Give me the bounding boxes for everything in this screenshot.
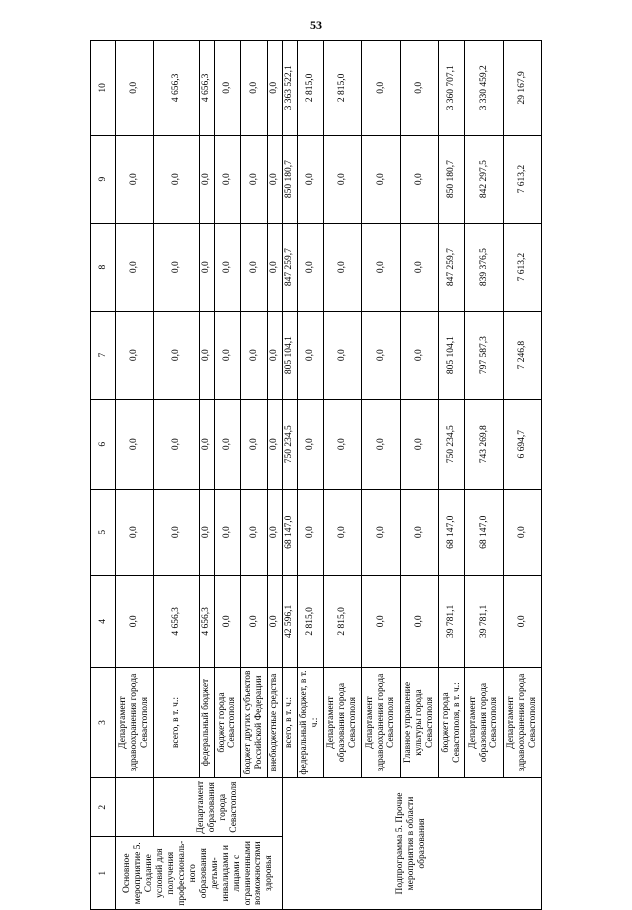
- value-cell: 0,0: [267, 489, 282, 575]
- value-cell: 0,0: [241, 489, 268, 575]
- funding-source-cell: федеральный бюджет, в т. ч.:: [297, 668, 324, 778]
- value-cell: 847 259,7: [282, 223, 297, 311]
- value-cell: 797 587,3: [465, 311, 503, 399]
- value-cell: 0,0: [362, 41, 400, 136]
- value-cell: 0,0: [297, 489, 324, 575]
- funding-source-cell: внебюджетные средства: [267, 668, 282, 778]
- header-cell: 3: [91, 668, 116, 778]
- value-cell: 4 656,3: [154, 575, 200, 667]
- header-cell: 4: [91, 575, 116, 667]
- value-cell: 0,0: [116, 223, 154, 311]
- funding-source-cell: Департамент образования города Севастополя: [324, 668, 362, 778]
- value-cell: 68 147,0: [465, 489, 503, 575]
- funding-source-cell: бюджет города Севастополя: [214, 668, 241, 778]
- value-cell: 0,0: [214, 399, 241, 489]
- value-cell: 2 815,0: [324, 41, 362, 136]
- funding-source-cell: федеральный бюджет: [199, 668, 214, 778]
- value-cell: 2 815,0: [324, 575, 362, 667]
- value-cell: 0,0: [214, 135, 241, 223]
- value-cell: 0,0: [116, 399, 154, 489]
- value-cell: 0,0: [503, 575, 541, 667]
- value-cell: 0,0: [362, 223, 400, 311]
- budget-table-rotated: [90, 40, 542, 910]
- table-body: [116, 41, 542, 910]
- value-cell: 39 781,1: [465, 575, 503, 667]
- value-cell: 0,0: [199, 311, 214, 399]
- value-cell: 0,0: [214, 489, 241, 575]
- value-cell: 839 376,5: [465, 223, 503, 311]
- subprogram-name-cell: Подпрограмма 5. Прочие мероприятия в области образования: [282, 778, 541, 910]
- value-cell: 0,0: [362, 575, 400, 667]
- value-cell: 0,0: [241, 311, 268, 399]
- value-cell: 0,0: [324, 399, 362, 489]
- value-cell: 0,0: [199, 489, 214, 575]
- value-cell: 0,0: [267, 41, 282, 136]
- value-cell: 0,0: [267, 399, 282, 489]
- value-cell: 0,0: [241, 41, 268, 136]
- value-cell: 7 613,2: [503, 223, 541, 311]
- value-cell: 0,0: [267, 135, 282, 223]
- value-cell: 4 656,3: [199, 575, 214, 667]
- value-cell: 0,0: [267, 311, 282, 399]
- funding-source-cell: Департамент здравоохранения города Севастополя: [362, 668, 400, 778]
- value-cell: 0,0: [241, 399, 268, 489]
- value-cell: 0,0: [400, 223, 438, 311]
- value-cell: 0,0: [324, 489, 362, 575]
- value-cell: 0,0: [241, 223, 268, 311]
- header-cell: 1: [91, 837, 116, 910]
- value-cell: 68 147,0: [438, 489, 465, 575]
- value-cell: 4 656,3: [199, 41, 214, 136]
- value-cell: 0,0: [362, 489, 400, 575]
- value-cell: 0,0: [400, 41, 438, 136]
- value-cell: 0,0: [241, 575, 268, 667]
- value-cell: 7 613,2: [503, 135, 541, 223]
- value-cell: 0,0: [154, 399, 200, 489]
- value-cell: 0,0: [324, 223, 362, 311]
- value-cell: 0,0: [214, 41, 241, 136]
- value-cell: 847 259,7: [438, 223, 465, 311]
- value-cell: 0,0: [116, 41, 154, 136]
- value-cell: 0,0: [400, 311, 438, 399]
- value-cell: 0,0: [199, 399, 214, 489]
- funding-source-cell: бюджет других субъектов Российской Федерации: [241, 668, 268, 778]
- funding-source-cell: всего, в т. ч.:: [154, 668, 200, 778]
- value-cell: 2 815,0: [297, 575, 324, 667]
- value-cell: 842 297,5: [465, 135, 503, 223]
- header-cell: 10: [91, 41, 116, 136]
- value-cell: 0,0: [362, 135, 400, 223]
- value-cell: 29 167,9: [503, 41, 541, 136]
- value-cell: 0,0: [116, 135, 154, 223]
- value-cell: 0,0: [199, 135, 214, 223]
- table-row: [282, 41, 297, 910]
- value-cell: 0,0: [116, 575, 154, 667]
- value-cell: 0,0: [324, 135, 362, 223]
- value-cell: 0,0: [241, 135, 268, 223]
- value-cell: 0,0: [214, 223, 241, 311]
- header-row: [91, 41, 116, 910]
- value-cell: 805 104,1: [438, 311, 465, 399]
- value-cell: 0,0: [400, 399, 438, 489]
- value-cell: 0,0: [154, 135, 200, 223]
- value-cell: 805 104,1: [282, 311, 297, 399]
- value-cell: 0,0: [116, 311, 154, 399]
- value-cell: 0,0: [154, 489, 200, 575]
- value-cell: 0,0: [362, 399, 400, 489]
- activity-name-cell: Основное мероприятие 5. Создание условий для получения профессиональ-ного образования детьми-инвалидами и лицами с ограниченными возможностями здоровья: [116, 837, 283, 910]
- header-cell: 2: [91, 778, 116, 837]
- value-cell: 0,0: [297, 311, 324, 399]
- value-cell: 0,0: [362, 311, 400, 399]
- value-cell: 0,0: [324, 311, 362, 399]
- header-cell: 7: [91, 311, 116, 399]
- value-cell: 4 656,3: [154, 41, 200, 136]
- funding-source-cell: всего, в т. ч.:: [282, 668, 297, 778]
- table-row: [116, 41, 154, 910]
- value-cell: 850 180,7: [438, 135, 465, 223]
- header-cell: 8: [91, 223, 116, 311]
- value-cell: 0,0: [297, 135, 324, 223]
- funding-source-cell: бюджет города Севастополя, в т. ч.:: [438, 668, 465, 778]
- value-cell: 0,0: [154, 311, 200, 399]
- header-cell: 9: [91, 135, 116, 223]
- funding-source-cell: Департамент здравоохранения города Севастополя: [503, 668, 541, 778]
- value-cell: 0,0: [400, 135, 438, 223]
- header-cell: 6: [91, 399, 116, 489]
- value-cell: 42 596,1: [282, 575, 297, 667]
- table-row: [154, 41, 200, 910]
- value-cell: 0,0: [400, 489, 438, 575]
- value-cell: 3 363 522,1: [282, 41, 297, 136]
- funding-source-cell: Главное управление культуры города Севастополя: [400, 668, 438, 778]
- value-cell: 750 234,5: [438, 399, 465, 489]
- executor-cell-empty: [116, 778, 154, 837]
- value-cell: 2 815,0: [297, 41, 324, 136]
- value-cell: 743 269,8: [465, 399, 503, 489]
- value-cell: 0,0: [116, 489, 154, 575]
- budget-table: [90, 40, 542, 910]
- value-cell: 6 694,7: [503, 399, 541, 489]
- value-cell: 3 330 459,2: [465, 41, 503, 136]
- value-cell: 0,0: [297, 399, 324, 489]
- value-cell: 0,0: [154, 223, 200, 311]
- value-cell: 68 147,0: [282, 489, 297, 575]
- value-cell: 3 360 707,1: [438, 41, 465, 136]
- value-cell: 0,0: [199, 223, 214, 311]
- value-cell: 0,0: [297, 223, 324, 311]
- value-cell: 850 180,7: [282, 135, 297, 223]
- funding-source-cell: Департамент здравоохранения города Севастополя: [116, 668, 154, 778]
- value-cell: 0,0: [214, 575, 241, 667]
- executor-cell: Департамент образования города Севастополя: [154, 778, 282, 837]
- value-cell: 0,0: [267, 575, 282, 667]
- value-cell: 0,0: [214, 311, 241, 399]
- funding-source-cell: Департамент образования города Севастополя: [465, 668, 503, 778]
- value-cell: 0,0: [267, 223, 282, 311]
- page-number: 53: [310, 18, 322, 32]
- value-cell: 39 781,1: [438, 575, 465, 667]
- header-cell: 5: [91, 489, 116, 575]
- value-cell: 0,0: [400, 575, 438, 667]
- value-cell: 750 234,5: [282, 399, 297, 489]
- value-cell: 7 246,8: [503, 311, 541, 399]
- value-cell: 0,0: [503, 489, 541, 575]
